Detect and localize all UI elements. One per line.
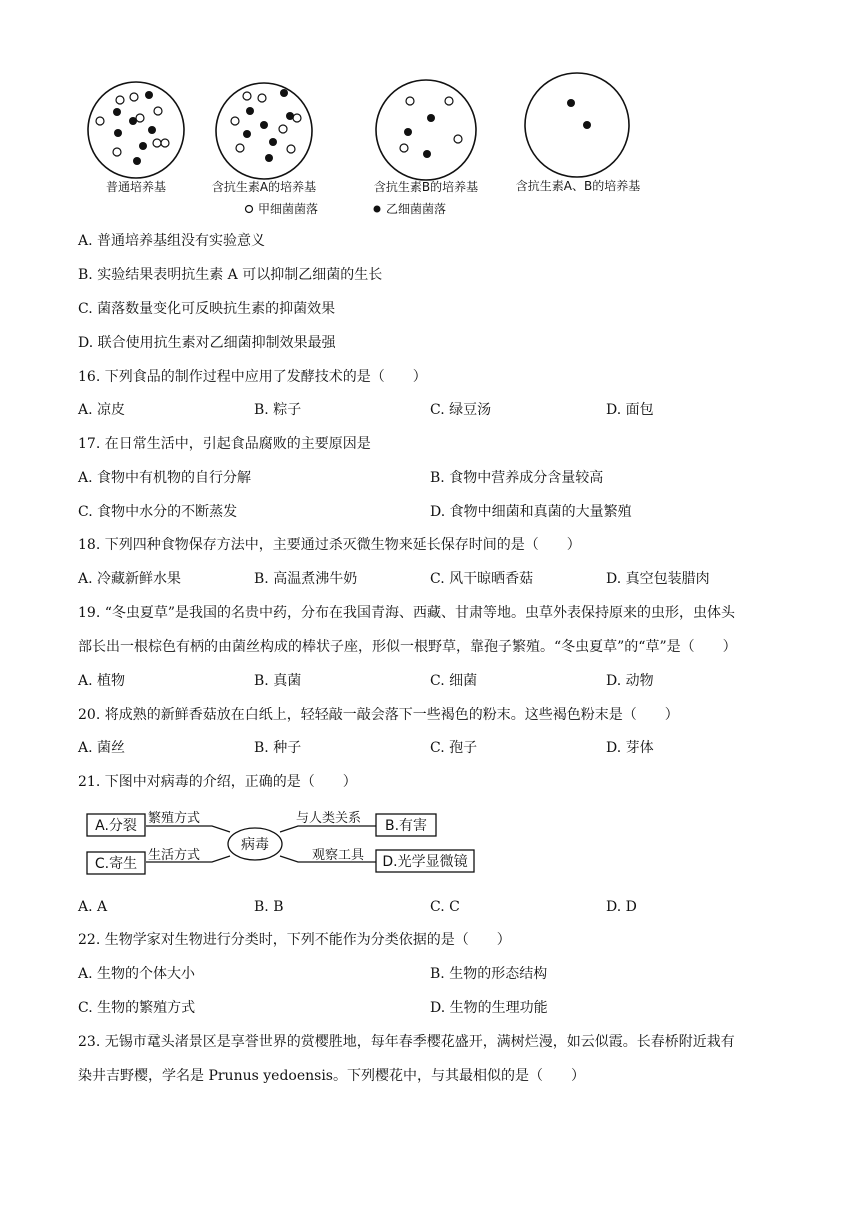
dish-normal (88, 82, 184, 194)
q21-option-d: D. D (606, 899, 637, 915)
q22-option-c: C. 生物的繁殖方式 (78, 1000, 196, 1016)
legend-yi: 乙细菌菌落 (386, 202, 447, 216)
q17-stem: 17. 在日常生活中，引起食品腐败的主要原因是 (78, 436, 371, 452)
figure-legend (246, 201, 447, 216)
q20-stem: 20. 将成熟的新鲜香菇放在白纸上，轻轻敲一敲会落下一些褐色的粉末。这些褐色粉末是（ ） (78, 707, 679, 723)
q15-option-b: B. 实验结果表明抗生素 A 可以抑制乙细菌的生长 (78, 267, 383, 283)
q22-option-a: A. 生物的个体大小 (78, 966, 196, 982)
q18-option-c: C. 风干晾晒香菇 (430, 571, 534, 587)
q21-option-a: A. A (78, 899, 108, 915)
q16-option-c: C. 绿豆汤 (430, 402, 492, 418)
center-node: 病毒 (241, 837, 269, 853)
q17-option-a: A. 食物中有机物的自行分解 (78, 470, 252, 486)
edge-b: 与人类关系 (296, 811, 362, 826)
q22-option-b: B. 生物的形态结构 (430, 966, 548, 982)
dish-antibiotic-b (374, 80, 478, 194)
q20-option-a: A. 菌丝 (78, 740, 126, 756)
q19-option-b: B. 真菌 (254, 673, 302, 689)
virus-mind-map (80, 804, 500, 876)
q23-stem-line2: 染井吉野樱，学名是 Prunus yedoensis。下列樱花中，与其最相似的是（ ） (78, 1068, 585, 1084)
dish-label: 含抗生素B的培养基 (373, 180, 479, 194)
q18-option-d: D. 真空包装腊肉 (606, 571, 710, 587)
box-b: B.有害 (384, 818, 428, 834)
dish-label: 含抗生素A、B的培养基 (515, 179, 641, 193)
q15-option-c: C. 菌落数量变化可反映抗生素的抑菌效果 (78, 301, 336, 317)
q21-option-b: B. B (254, 899, 284, 915)
petri-dish-figure (0, 0, 860, 222)
q20-option-d: D. 芽体 (606, 740, 654, 756)
edge-d: 观察工具 (312, 848, 365, 863)
box-a: A.分裂 (95, 818, 137, 834)
dish-antibiotic-ab (516, 73, 640, 193)
edge-c: 生活方式 (148, 848, 201, 863)
q15-option-a: A. 普通培养基组没有实验意义 (78, 233, 266, 249)
box-c: C.寄生 (94, 856, 138, 872)
q17-option-c: C. 食物中水分的不断蒸发 (78, 504, 238, 520)
q16-option-d: D. 面包 (606, 402, 654, 418)
q23-stem-line1: 23. 无锡市鼋头渚景区是享誉世界的赏樱胜地，每年春季樱花盛开，满树烂漫，如云似霞。长春桥附近栽有 (78, 1034, 735, 1050)
q21-stem: 21. 下图中对病毒的介绍，正确的是（ ） (78, 774, 357, 790)
q16-stem: 16. 下列食品的制作过程中应用了发酵技术的是（ ） (78, 369, 427, 385)
q16-option-b: B. 粽子 (254, 402, 302, 418)
q22-option-d: D. 生物的生理功能 (430, 1000, 548, 1016)
legend-jia: 甲细菌菌落 (258, 202, 319, 216)
q19-stem-line1: 19. “冬虫夏草”是我国的名贵中药，分布在我国青海、西藏、甘肃等地。虫草外表保持原来的虫形，虫体头 (78, 605, 736, 621)
q16-option-a: A. 凉皮 (78, 402, 126, 418)
q19-stem-line2: 部长出一根棕色有柄的由菌丝构成的棒状子座，形似一根野草，靠孢子繁殖。“冬虫夏草”的“草”是（ ） (78, 639, 737, 655)
q22-stem: 22. 生物学家对生物进行分类时，下列不能作为分类依据的是（ ） (78, 932, 511, 948)
q18-option-b: B. 高温煮沸牛奶 (254, 571, 358, 587)
q17-option-b: B. 食物中营养成分含量较高 (430, 470, 604, 486)
q15-option-d: D. 联合使用抗生素对乙细菌抑制效果最强 (78, 335, 336, 351)
q18-option-a: A. 冷藏新鲜水果 (78, 571, 182, 587)
edge-a: 繁殖方式 (148, 811, 201, 826)
q19-option-c: C. 细菌 (430, 673, 478, 689)
q21-option-c: C. C (430, 899, 460, 915)
q20-option-c: C. 孢子 (430, 740, 478, 756)
dish-antibiotic-a (212, 83, 316, 194)
dish-label: 含抗生素A的培养基 (211, 180, 317, 194)
q19-option-a: A. 植物 (78, 673, 126, 689)
q18-stem: 18. 下列四种食物保存方法中，主要通过杀灭微生物来延长保存时间的是（ ） (78, 537, 581, 553)
q20-option-b: B. 种子 (254, 740, 302, 756)
q17-option-d: D. 食物中细菌和真菌的大量繁殖 (430, 504, 632, 520)
q19-option-d: D. 动物 (606, 673, 654, 689)
dish-label: 普通培养基 (105, 180, 167, 194)
box-d: D.光学显微镜 (382, 854, 468, 870)
